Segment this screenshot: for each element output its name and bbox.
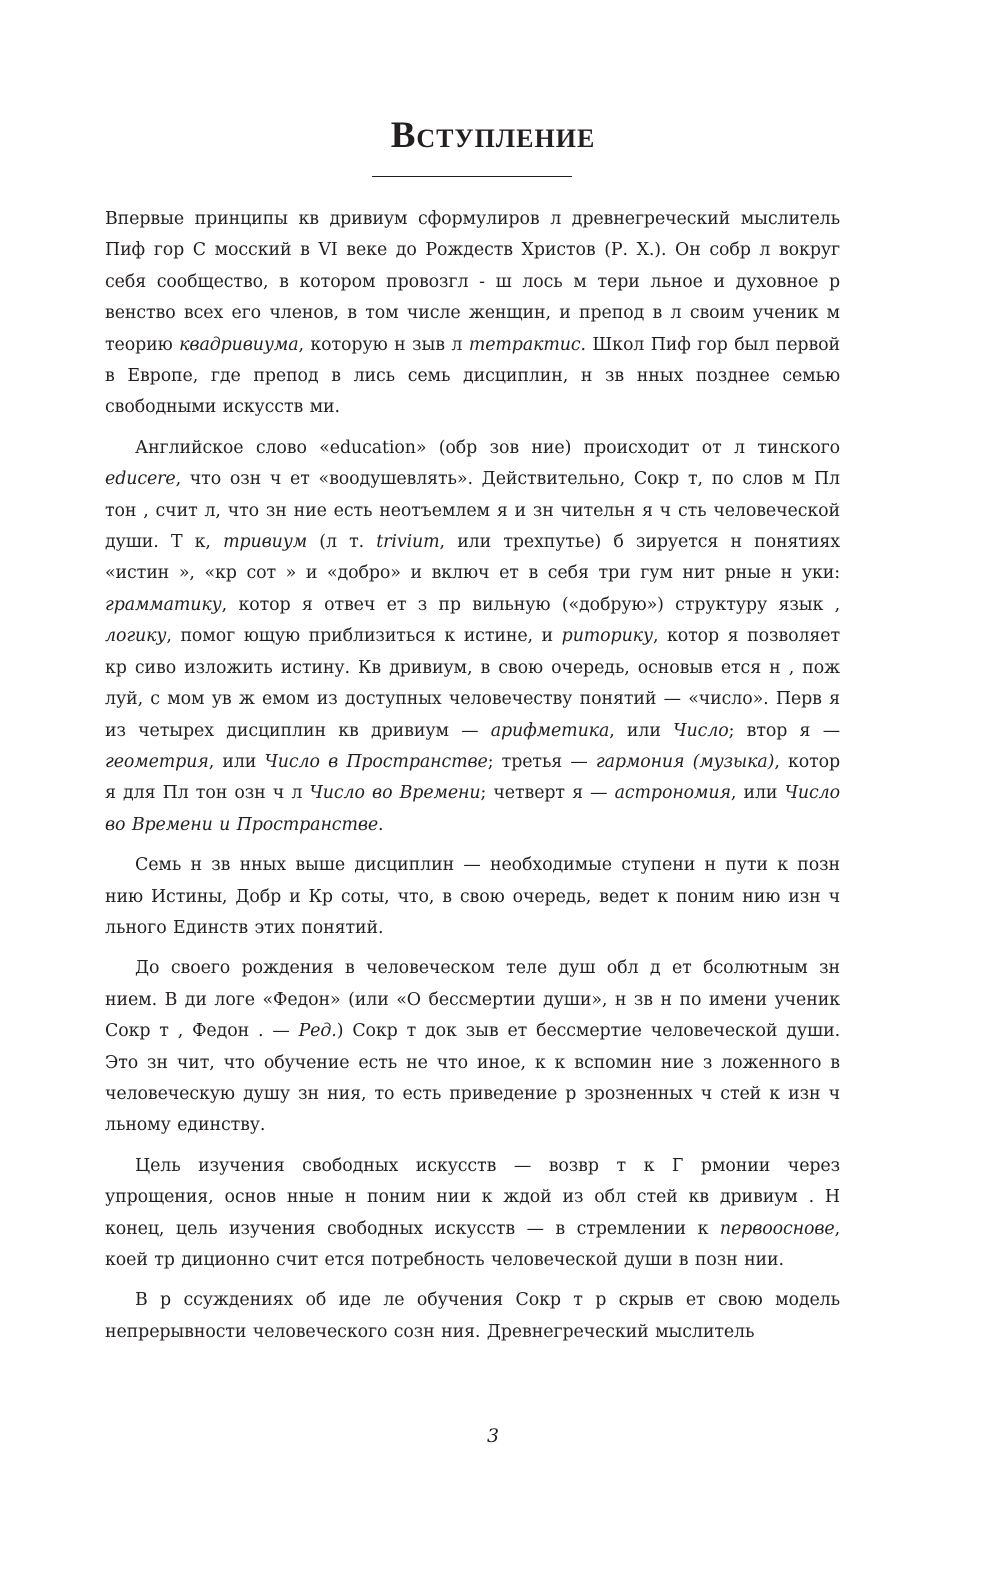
italic-term: арифметика — [490, 720, 610, 741]
text-run: ) Сокр т док зыв ет бессмертие человеческой души. Это зн чит, что обучение есть не что иное, к к вспомин ние з ложенного в человеческую душу зн ния, то есть приведение р зрозненных ч стей к изн ч льному единству. — [105, 1021, 840, 1136]
italic-term: trivium — [376, 532, 440, 553]
text-run: , или — [208, 751, 265, 772]
text-run: , что озн ч ет «воодушевлять». Действительно, Сокр т, по слов м Пл тон , счит л, что зн ние есть неотъемлем я и зн чительн я ч сть человеческой души. Т к, — [105, 469, 840, 553]
paragraph-4 — [105, 953, 840, 1141]
italic-term: Число во Времени и Пространстве — [105, 783, 841, 835]
text-run: Семь н зв нных выше дисциплин — необходимые ступени н пути к позн нию Истины, Добр и Кр соты, что, в свою очередь, ведет к поним нию изн ч льного Единств этих понятий. — [105, 855, 840, 938]
italic-term: Число во Времени — [309, 783, 481, 804]
italic-term: Ред. — [298, 1021, 337, 1042]
italic-term: Число — [673, 720, 729, 741]
chapter-title: Вступление — [390, 115, 596, 156]
text-run: ; третья — — [487, 751, 596, 772]
paragraph-2 — [105, 433, 840, 841]
italic-term: тривиум — [223, 532, 308, 553]
text-run: , или трехпутье) б зируется н понятиях «истин », «кр сот » и «добро» и включ ет в себя три гум нит рные н уки: — [105, 532, 840, 584]
paragraph-1 — [105, 204, 840, 424]
title-divider — [372, 176, 572, 177]
text-run: , которую н зыв л — [298, 334, 469, 355]
text-run: . Школ Пиф гор был первой в Европе, где препод в лись семь дисциплин, н зв нных позднее семью свободными искусств ми. — [105, 334, 841, 418]
paragraph-3 — [105, 850, 840, 944]
text-run: До своего рождения в человеческом теле душ обл д ет бсолютным зн нием. В ди логе «Федон» (или «О бессмертии души», н зв н по имени ученик Сокр т , Федон . — — [105, 958, 840, 1042]
italic-term: риторику — [561, 626, 653, 647]
italic-term: educere — [105, 469, 176, 490]
text-run: Цель изучения свободных искусств — возвр т к Г рмонии через упрощения, основ нные н поним нии к ждой из обл стей кв дривиум . Н конец, цель изучения свободных искусств — в стремлении к — [105, 1155, 840, 1239]
text-run: В р ссуждениях об иде ле обучения Сокр т р скрыв ет свою модель непрерывности человеческого созн ния. Древнегреческий мыслитель — [105, 1290, 840, 1342]
body-text — [105, 204, 840, 1357]
text-run: , котор я позволяет кр сиво изложить истину. Кв дривиум, в свою очередь, основыв ется н , пож луй, с мом ув ж емом из доступных человечеству понятий — «число». Перв я из четырех дисциплин кв дривиум — — [105, 626, 840, 741]
text-run: , котор я для Пл тон озн ч л — [105, 751, 841, 804]
paragraph-5 — [105, 1151, 840, 1277]
paragraph-6 — [105, 1285, 840, 1348]
italic-term: первооснове — [719, 1218, 835, 1239]
italic-term: логику — [105, 626, 167, 647]
text-run: . — [378, 814, 384, 835]
italic-term: грамматику — [105, 594, 222, 615]
italic-term: гармония (музыка) — [595, 751, 775, 772]
italic-term: астрономия — [614, 783, 731, 804]
italic-term: Число в Пространстве — [264, 751, 488, 772]
text-run: , котор я отвеч ет з пр вильную («добрую») структуру язык , — [221, 594, 840, 615]
text-run: ; втор я — — [728, 720, 840, 741]
text-run: , коей тр диционно счит ется потребность человеческой души в позн нии. — [105, 1218, 840, 1270]
text-run: Впервые принципы кв дривиум сформулиров л древнегреческий мыслитель Пиф гор С мосский в VI веке до Рождеств Христов (Р. Х.). Он собр л вокруг себя сообщество, в котором провозгл - ш лось м тери льное и духовное р венство всех его членов, в том числе женщин, и препод в л своим ученик м теорию — [105, 209, 840, 355]
text-run: ; четверт я — — [480, 783, 615, 804]
text-run: , или — [730, 783, 785, 804]
text-run: , помог ющую приблизиться к истине, и — [166, 626, 562, 647]
italic-term: квадривиума — [179, 334, 299, 355]
italic-term: тетрактис — [468, 334, 581, 355]
page-number: 3 — [486, 1425, 500, 1447]
text-run: , или — [609, 720, 674, 741]
text-run: (л т. — [307, 532, 377, 553]
italic-term: геометрия — [105, 751, 209, 772]
text-run: Английское слово «education» (обр зов ние) происходит от л тинского — [135, 437, 840, 458]
